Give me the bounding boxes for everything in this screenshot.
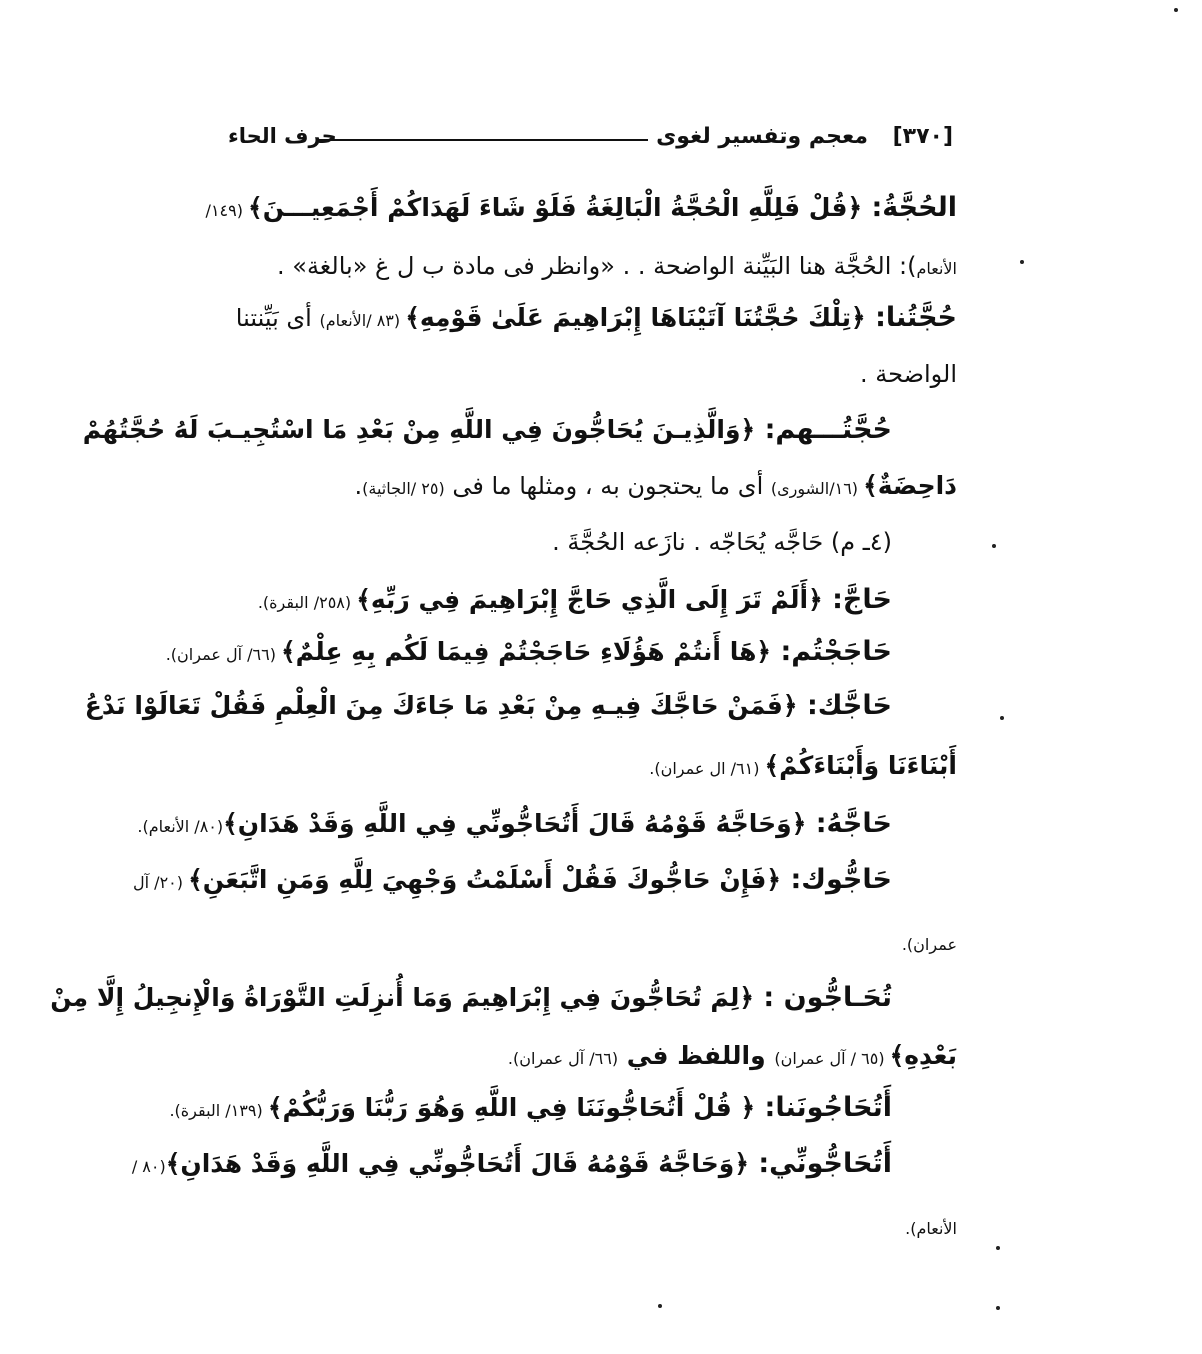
verse-reference: (٨٠/ الأنعام). xyxy=(137,817,224,836)
entry-headword: أَتُحَاجُّونِّي: xyxy=(748,1148,892,1179)
verse-reference: (٨٣ /الأنعام) xyxy=(319,311,406,330)
quran-quote: ﴿هَا أَنتُمْ هَؤُلَاءِ حَاجَجْتُمْ فِيمَا لَكُم بِهِ عِلْمٌ﴾ xyxy=(281,637,772,666)
text-line xyxy=(902,922,957,962)
entry-headword: حَاجَجْتُم: xyxy=(771,636,892,667)
text-line xyxy=(137,804,892,844)
definition-text: الواضحة . xyxy=(859,360,957,388)
text-line xyxy=(649,746,957,786)
definition-text: . xyxy=(354,472,363,500)
text-line xyxy=(277,246,957,286)
entry-headword: الحُجَّةُ: xyxy=(862,192,957,223)
text-line xyxy=(132,1144,892,1184)
scan-speck xyxy=(1174,8,1178,12)
definition-text: ): الحُجَّة هنا البَيِّنة الواضحة . . «وانظر فى مادة ب ل غ «بالغة» . xyxy=(277,252,917,280)
verse-reference: الأنعام). xyxy=(905,1219,957,1238)
text-line xyxy=(83,410,892,450)
verse-reference: (٦٥ / آل عمران) xyxy=(774,1049,890,1068)
quran-quote: ﴿فَإِنْ حَاجُّوكَ فَقُلْ أَسْلَمْتُ وَجْهِيَ لِلَّهِ وَمَنِ اتَّبَعَنِ﴾ xyxy=(188,865,782,894)
text-line xyxy=(552,522,892,562)
text-line xyxy=(905,1206,957,1246)
verse-reference: (٢٥٨/ البقرة). xyxy=(257,593,357,612)
entry-headword: حَاجَّك: xyxy=(797,690,892,721)
entry-headword: أَتُحَاجُونَنا: xyxy=(755,1092,892,1123)
verse-reference: (٢٥ /الجاثية) xyxy=(362,479,445,498)
text-line xyxy=(166,632,892,672)
verse-reference: الأنعام xyxy=(916,259,957,278)
text-line xyxy=(508,1036,957,1076)
quran-quote: بَعْدِهِ﴾ xyxy=(889,1041,957,1070)
quran-quote: ﴿وَحَاجَّهُ قَوْمُهُ قَالَ أَتُحَاجُّونِّي فِي اللَّهِ وَقَدْ هَدَانِ﴾ xyxy=(165,1149,749,1178)
quran-quote: دَاحِضَةٌ﴾ xyxy=(863,471,957,500)
text-line xyxy=(258,580,892,620)
quran-quote: واللفظ في xyxy=(618,1041,775,1070)
definition-text: أى ما يحتجون به ، ومثلها ما فى xyxy=(444,472,771,500)
verse-reference: (٨٠ / xyxy=(131,1157,166,1176)
verse-reference: (٦٦/ آل عمران). xyxy=(165,645,282,664)
definition-text: (٤ـ م) حَاجَّه يُحَاجّه . نازَعه الحُجَّةَ . xyxy=(552,528,892,556)
text-line xyxy=(860,354,957,394)
header-rule xyxy=(316,139,648,141)
book-title: معجم وتفسير لغوى xyxy=(656,124,868,149)
entry-headword: حَاجُّوك: xyxy=(781,864,892,895)
text-line xyxy=(85,686,892,726)
text-line xyxy=(355,466,957,506)
text-line xyxy=(236,298,957,338)
verse-reference: (١٣٩/ البقرة). xyxy=(169,1101,268,1120)
quran-quote: ﴿أَلَمْ تَرَ إِلَى الَّذِي حَاجَّ إِبْرَاهِيمَ فِي رَبِّهِ﴾ xyxy=(356,585,823,614)
quran-quote: ﴿وَالَّذِيـنَ يُحَاجُّونَ فِي اللَّهِ مِنْ بَعْدِ مَا اسْتُجِيـبَ لَهُ حُجَّتُهُمْ xyxy=(82,415,756,444)
scan-speck xyxy=(1020,260,1024,264)
text-line xyxy=(206,188,957,228)
entry-headword: حُجَّتُـــهم: xyxy=(755,414,892,445)
scan-speck xyxy=(1000,716,1004,720)
verse-reference: (٢٠/ آل xyxy=(133,873,189,892)
scan-speck xyxy=(992,544,996,548)
text-line xyxy=(169,1088,892,1128)
definition-text: أى بَيِّنتنا xyxy=(235,304,320,332)
text-line xyxy=(133,860,892,900)
scan-speck xyxy=(658,1304,662,1308)
section-name: حرف الحاء xyxy=(228,124,337,148)
quran-quote: ﴿وَحَاجَّهُ قَوْمُهُ قَالَ أَتُحَاجُّونِّي فِي اللَّهِ وَقَدْ هَدَانِ﴾ xyxy=(223,809,807,838)
entry-headword: حُجَّتُنا: xyxy=(865,302,957,333)
verse-reference: (١٤٩/ xyxy=(205,201,249,220)
text-line xyxy=(50,978,892,1018)
scan-speck xyxy=(996,1246,1000,1250)
quran-quote: ﴿قُلْ فَلِلَّهِ الْحُجَّةُ الْبَالِغَةُ فَلَوْ شَاءَ لَهَدَاكُمْ أَجْمَعِيـــنَ﴾ xyxy=(248,193,863,222)
scan-speck xyxy=(996,1306,1000,1310)
quran-quote: أَبْنَاءَنَا وَأَبْنَاءَكُمْ﴾ xyxy=(764,751,957,780)
entry-headword: حَاجَّهُ: xyxy=(806,808,892,839)
verse-reference: (٦١/ ال عمران). xyxy=(649,759,765,778)
quran-quote: ﴿لِمَ تُحَاجُّونَ فِي إِبْرَاهِيمَ وَمَا أُنزِلَتِ التَّوْرَاةُ وَالْإِنجِيلُ إِلَّا مِنْ xyxy=(50,983,754,1012)
quran-quote: ﴿ قُلْ أَتُحَاجُّونَنَا فِي اللَّهِ وَهُوَ رَبُّنَا وَرَبُّكُمْ﴾ xyxy=(267,1093,756,1122)
verse-reference: (٦٦/ آل عمران). xyxy=(507,1049,619,1068)
entry-headword: حَاجَّ: xyxy=(822,584,892,615)
entry-headword: تُحَـاجُّون : xyxy=(754,982,892,1013)
page-number: [٣٧٠] xyxy=(892,124,953,149)
quran-quote: ﴿تِلْكَ حُجَّتُنَا آتَيْنَاهَا إِبْرَاهِيمَ عَلَىٰ قَوْمِهِ﴾ xyxy=(405,303,866,332)
verse-reference: (١٦/الشورى) xyxy=(770,479,864,498)
verse-reference: عمران). xyxy=(901,935,957,954)
quran-quote: ﴿فَمَنْ حَاجَّكَ فِيـهِ مِنْ بَعْدِ مَا جَاءَكَ مِنَ الْعِلْمِ فَقُلْ تَعَالَوْا نَدْعُ xyxy=(84,691,798,720)
page-header xyxy=(228,120,953,160)
